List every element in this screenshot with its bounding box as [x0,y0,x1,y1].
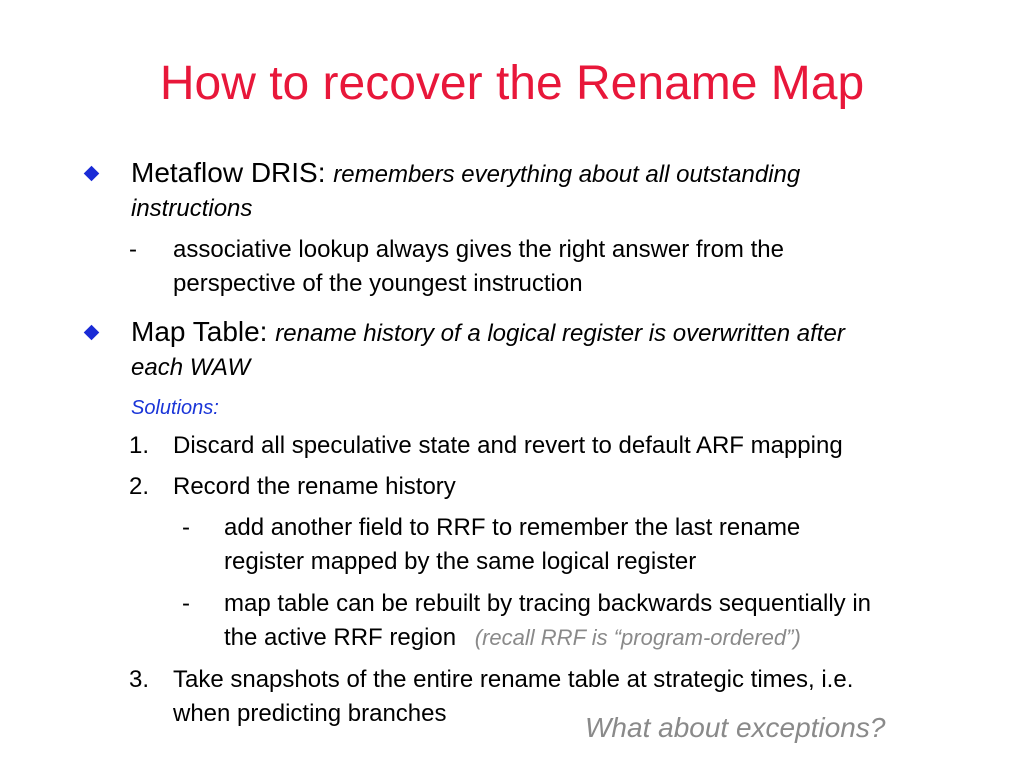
bullet-diamond-icon [84,325,100,341]
bullet1-sub-line1: associative lookup always gives the right answer from the [173,236,784,263]
bullet1-sub-line2: perspective of the youngest instruction [173,270,583,297]
bullet1-line1 [131,155,800,193]
subitem1-marker: - [182,514,190,541]
bullet2-lead: Map Table: [131,316,268,347]
bullet1-desc-cont: instructions [131,195,253,222]
subitem1-line2: register mapped by the same logical register [224,548,697,575]
subitem2-line2-text: the active RRF region [224,624,457,651]
bullet2-desc: rename history of a logical register is overwritten after [275,320,845,347]
item2-text: Record the rename history [173,473,456,500]
bullet2-line1 [131,314,845,352]
subitem2-note: (recall RRF is “program-ordered”) [474,625,801,650]
bullet-diamond-icon [84,166,100,182]
footer-question: What about exceptions? [585,712,886,743]
bullet1-desc: remembers everything about all outstanding [333,161,801,188]
item3-marker: 3. [129,666,150,693]
bullet2-desc-cont: each WAW [131,354,251,381]
item1-marker: 1. [129,432,150,459]
subitem1-line1: add another field to RRF to remember the last rename [224,514,801,541]
bullet1-lead: Metaflow DRIS: [131,157,326,188]
slide-title: How to recover the Rename Map [159,57,865,110]
item2-marker: 2. [129,473,150,500]
item3-line1: Take snapshots of the entire rename table at strategic times, i.e. [173,666,854,693]
subitem2-marker: - [182,590,190,617]
bullet1-sub-marker: - [129,236,137,263]
subitem2-line2 [224,621,801,655]
subitem2-line1: map table can be rebuilt by tracing backwards sequentially in [224,590,872,617]
item3-line2: when predicting branches [173,700,447,727]
item1-text: Discard all speculative state and revert to default ARF mapping [173,432,843,459]
solutions-label: Solutions: [131,397,219,419]
